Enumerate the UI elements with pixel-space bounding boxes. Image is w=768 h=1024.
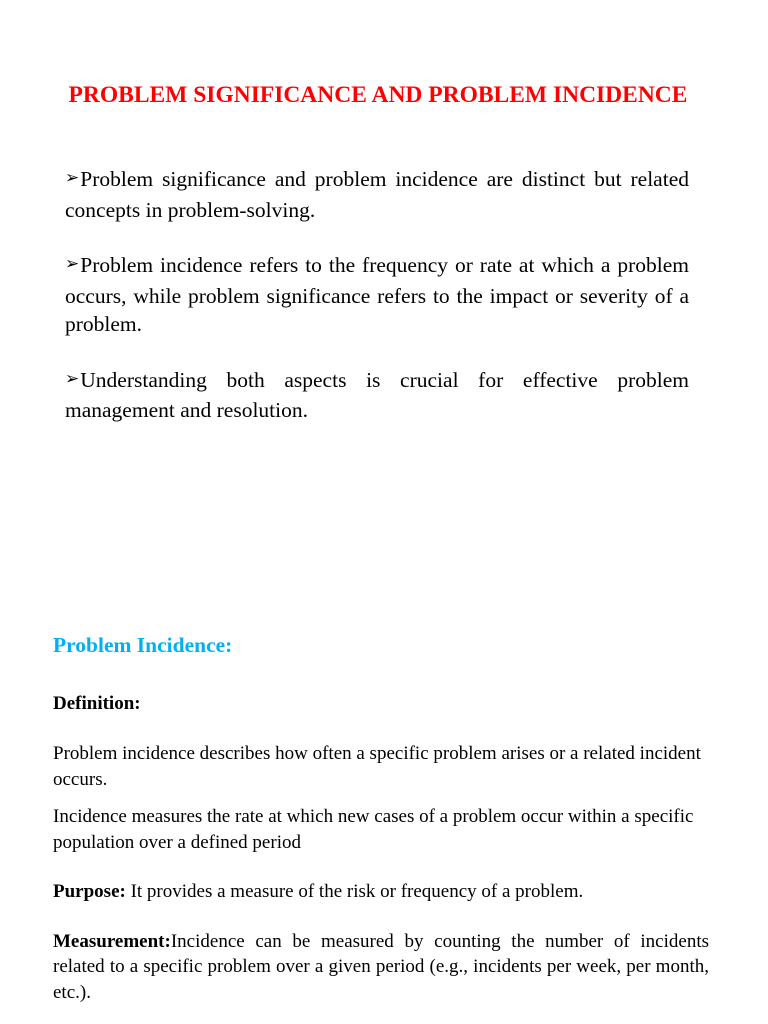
purpose-label: Purpose: bbox=[53, 881, 126, 902]
arrowhead-bullet-icon: ➢ bbox=[65, 254, 80, 274]
definition-paragraph: Incidence measures the rate at which new cases of a problem occur within a specific population over a defined period bbox=[53, 806, 694, 853]
purpose-paragraph bbox=[53, 879, 709, 905]
bullet-text: Understanding both aspects is crucial for effective problem management and resolution. bbox=[65, 367, 689, 422]
bullet-list bbox=[65, 165, 689, 452]
definition-label: Definition: bbox=[53, 693, 141, 714]
measurement-text: Incidence can be measured by counting the number of incidents related to a specific problem over a given period (e.g., incidents per week, per month, etc.). bbox=[53, 930, 709, 1003]
bullet-text: Problem significance and problem incidence are distinct but related concepts in problem-solving. bbox=[65, 167, 689, 222]
purpose-text: It provides a measure of the risk or frequency of a problem. bbox=[125, 881, 584, 902]
arrowhead-bullet-icon: ➢ bbox=[65, 168, 80, 188]
problem-incidence-section bbox=[53, 630, 709, 1017]
bullet-item bbox=[65, 165, 689, 224]
measurement-paragraph bbox=[53, 929, 709, 1006]
bullet-item bbox=[65, 251, 689, 339]
bullet-text: Problem incidence refers to the frequency or rate at which a problem occurs, while problem significance refers to the impact or severity of a problem. bbox=[65, 253, 689, 336]
section-heading: Problem Incidence: bbox=[53, 633, 233, 657]
definition-paragraph: Problem incidence describes how often a specific problem arises or a related incident occurs. bbox=[53, 743, 701, 790]
bullet-item bbox=[65, 366, 689, 425]
arrowhead-bullet-icon: ➢ bbox=[65, 368, 80, 389]
page-title: PROBLEM SIGNIFICANCE AND PROBLEM INCIDENCE bbox=[68, 82, 688, 108]
measurement-label: Measurement: bbox=[53, 930, 171, 952]
